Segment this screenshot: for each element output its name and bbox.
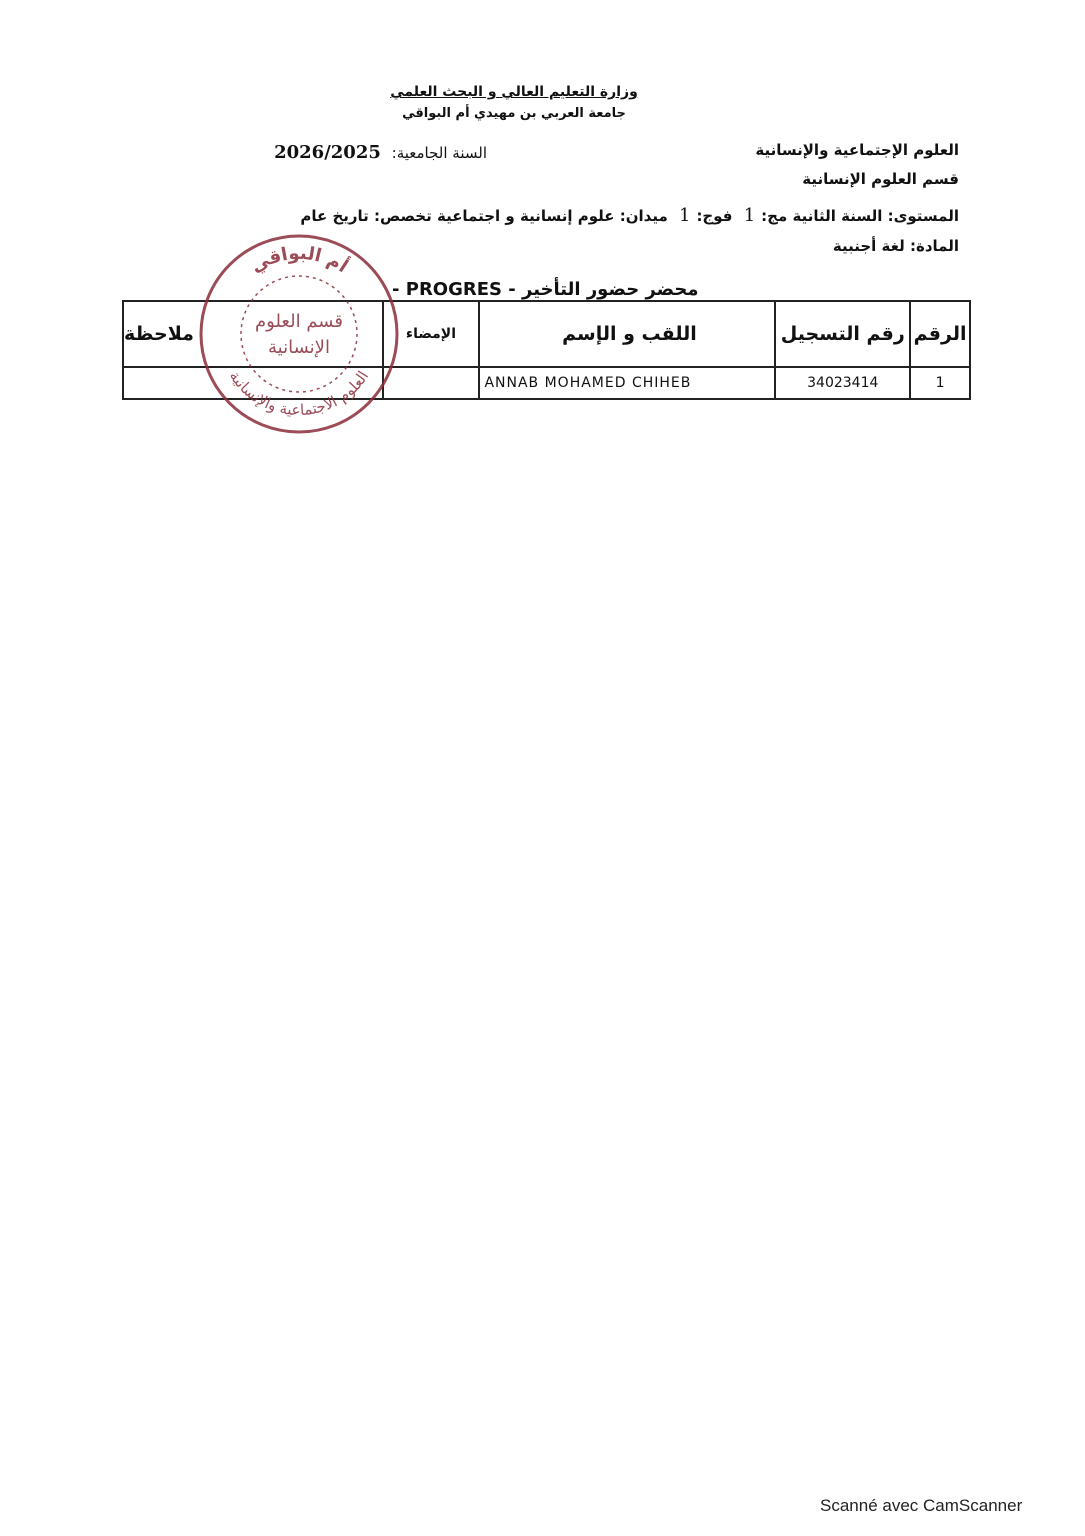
department-stamp [196, 231, 402, 437]
header-note: ملاحظة [123, 301, 383, 367]
report-title: محضر حضور التأخير - PROGRES - [392, 279, 699, 300]
cell-name: ANNAB MOHAMED CHIHEB [479, 367, 775, 399]
stamp-ring-text: أم البواقي [247, 242, 352, 278]
specialty-label: تخصص: [374, 207, 432, 225]
header-index: الرقم [910, 301, 970, 367]
level-label: المستوى: [887, 207, 959, 225]
stamp-center-line-2: الإنسانية [268, 337, 330, 358]
scanner-footer: Scanné avec CamScanner [820, 1496, 1023, 1515]
group-value: 1 [678, 205, 691, 226]
level-line [300, 205, 959, 226]
section-value: 1 [743, 205, 756, 226]
university-name: جامعة العربي بن مهيدي أم البواقي [402, 106, 626, 121]
cell-index: 1 [910, 367, 970, 399]
cell-registration: 34023414 [775, 367, 910, 399]
academic-year-value: 2026/2025 [274, 142, 381, 163]
subject-line [833, 237, 959, 255]
stamp-bottom-text: العلوم الاجتماعية والإنسانية [225, 367, 373, 420]
group-label: فوج: [696, 207, 733, 225]
faculty-name: العلوم الإجتماعية والإنسانية [755, 141, 959, 159]
section-label: مج: [761, 207, 788, 225]
stamp-center-line-1: قسم العلوم [255, 311, 343, 332]
subject-value: لغة أجنبية [832, 237, 905, 255]
academic-year [274, 142, 487, 163]
subject-label: المادة: [909, 237, 959, 255]
header-signature: الإمضاء [383, 301, 480, 367]
level-value: السنة الثانية [792, 207, 883, 225]
ministry-title: وزارة التعليم العالي و البحث العلمي [390, 84, 638, 100]
specialty-value: تاريخ عام [300, 207, 369, 225]
field-label: ميدان: [619, 207, 668, 225]
academic-year-label: السنة الجامعية: [391, 144, 487, 162]
header-registration: رقم التسجيل [775, 301, 910, 367]
header-name: اللقب و الإسم [479, 301, 775, 367]
department-name: قسم العلوم الإنسانية [802, 170, 959, 188]
field-value: علوم إنسانية و اجتماعية [436, 207, 615, 225]
stamp-inner-ring [241, 276, 357, 392]
